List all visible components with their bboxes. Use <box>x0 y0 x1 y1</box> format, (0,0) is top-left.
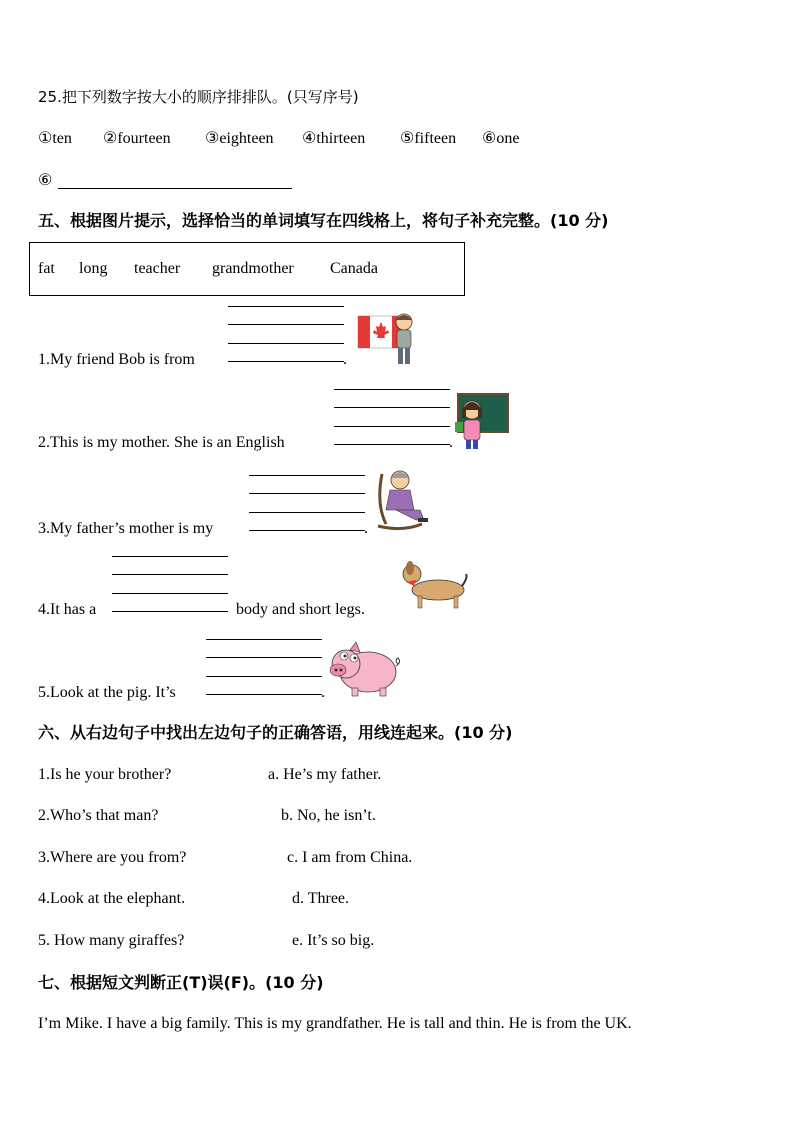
section6-heading: 六、从右边句子中找出左边句子的正确答语，用线连起来。(10 分) <box>38 723 513 742</box>
grandmother-rocking-chair-icon <box>374 468 438 532</box>
item2-text: 2.This is my mother. She is an English <box>38 434 285 451</box>
four-line-grid-3[interactable] <box>249 475 365 531</box>
word-bank-word: long <box>79 260 108 277</box>
word-bank-word: Canada <box>330 260 378 277</box>
canada-flag-boy-icon <box>356 306 418 368</box>
q25-option-4: ④thirteen <box>302 130 366 147</box>
pig-icon <box>324 640 404 700</box>
word-bank-word: teacher <box>134 260 181 277</box>
word-bank-word: grandmother <box>212 260 294 277</box>
item4-text: 4.It has a <box>38 601 97 618</box>
q25-answer-blank[interactable] <box>58 188 292 189</box>
teacher-at-board-icon <box>452 392 510 450</box>
match-left-2[interactable]: 2.Who’s that man? <box>38 807 159 824</box>
item2-end: . <box>449 434 453 451</box>
dachshund-dog-icon <box>398 554 468 616</box>
word-bank-word: fat <box>38 260 55 277</box>
word-bank-box <box>29 242 465 296</box>
four-line-grid-1[interactable] <box>228 306 344 362</box>
item1-end: . <box>343 351 347 368</box>
item3-end: . <box>364 520 368 537</box>
match-right-d[interactable]: d. Three. <box>292 890 350 907</box>
item4-end: body and short legs. <box>236 601 365 618</box>
item1-text: 1.My friend Bob is from <box>38 351 195 368</box>
q25-title: 25.把下列数字按大小的顺序排排队。(只写序号) <box>38 88 359 106</box>
passage-text: I’m Mike. I have a big family. This is my grandfather. He is tall and thin. He is from the UK. <box>38 1015 632 1032</box>
match-right-b[interactable]: b. No, he isn’t. <box>281 807 376 824</box>
match-right-c[interactable]: c. I am from China. <box>287 849 413 866</box>
q25-option-1: ①ten <box>38 130 72 147</box>
section5-heading: 五、根据图片提示，选择恰当的单词填写在四线格上，将句子补充完整。(10 分) <box>38 211 609 230</box>
four-line-grid-4[interactable] <box>112 556 228 612</box>
item5-end: . <box>321 684 325 701</box>
four-line-grid-2[interactable] <box>334 389 450 445</box>
item3-text: 3.My father’s mother is my <box>38 520 214 537</box>
match-left-3[interactable]: 3.Where are you from? <box>38 849 187 866</box>
q25-option-6: ⑥one <box>482 130 520 147</box>
four-line-grid-5[interactable] <box>206 639 322 695</box>
match-right-e[interactable]: e. It’s so big. <box>292 932 375 949</box>
item5-text: 5.Look at the pig. It’s <box>38 684 176 701</box>
q25-answer-prefix: ⑥ <box>38 172 53 189</box>
section7-heading: 七、根据短文判断正(T)误(F)。(10 分) <box>38 973 324 992</box>
q25-option-5: ⑤fifteen <box>400 130 457 147</box>
match-left-5[interactable]: 5. How many giraffes? <box>38 932 185 949</box>
q25-option-3: ③eighteen <box>205 130 274 147</box>
match-left-1[interactable]: 1.Is he your brother? <box>38 766 172 783</box>
q25-option-2: ②fourteen <box>103 130 171 147</box>
match-right-a[interactable]: a. He’s my father. <box>268 766 382 783</box>
match-left-4[interactable]: 4.Look at the elephant. <box>38 890 186 907</box>
